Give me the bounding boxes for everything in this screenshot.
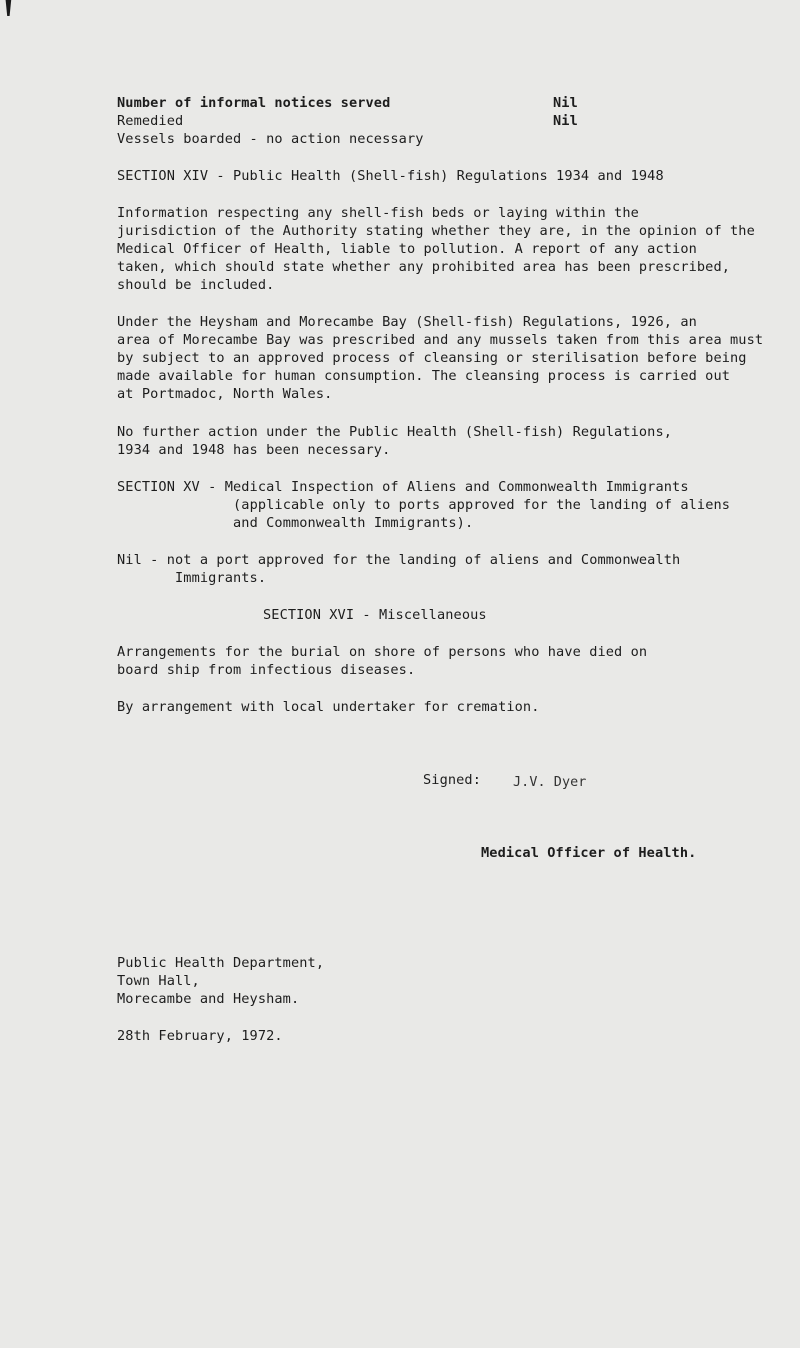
document-date: 28th February, 1972. — [117, 1028, 283, 1044]
section-xv-body-line: Immigrants. — [175, 570, 267, 586]
section-xv-body-line: Nil - not a port approved for the landing of aliens and Commonwealth — [117, 552, 681, 568]
signed-label: Signed: — [423, 772, 481, 788]
section-xiv-para1-line: taken, which should state whether any prohibited area has been prescribed, — [117, 259, 731, 275]
section-xvi-para1-line: board ship from infectious diseases. — [117, 662, 416, 678]
notices-served-value: Nil — [553, 95, 578, 111]
address-line: Public Health Department, — [117, 955, 325, 971]
remedied-label: Remedied — [117, 113, 184, 129]
signature-name: J.V. Dyer — [513, 775, 587, 790]
section-xv-heading: SECTION XV - Medical Inspection of Aliens and Commonwealth Immigrants — [117, 479, 689, 495]
section-xvi-heading: SECTION XVI - Miscellaneous — [263, 607, 487, 623]
address-line: Town Hall, — [117, 973, 200, 989]
remedied-value: Nil — [553, 113, 578, 129]
vessels-boarded-line: Vessels boarded - no action necessary — [117, 131, 424, 147]
section-xiv-para3-line: No further action under the Public Health (Shell-fish) Regulations, — [117, 424, 673, 440]
section-xiv-para2-line: Under the Heysham and Morecambe Bay (Shell-fish) Regulations, 1926, an — [117, 314, 697, 330]
section-xiv-para2-line: at Portmadoc, North Wales. — [117, 386, 333, 402]
section-xv-heading-cont: (applicable only to ports approved for the landing of aliens — [233, 497, 731, 513]
section-xvi-para1-line: Arrangements for the burial on shore of persons who have died on — [117, 644, 648, 660]
section-xiv-para2-line: area of Morecambe Bay was prescribed and any mussels taken from this area must — [117, 332, 764, 348]
signature-title: Medical Officer of Health. — [481, 845, 697, 861]
section-xvi-para2: By arrangement with local undertaker for cremation. — [117, 699, 540, 715]
address-line: Morecambe and Heysham. — [117, 991, 300, 1007]
section-xiv-para1-line: should be included. — [117, 277, 275, 293]
section-xiv-para2-line: by subject to an approved process of cleansing or sterilisation before being — [117, 350, 747, 366]
section-xiv-para1-line: Information respecting any shell-fish beds or laying within the — [117, 205, 639, 221]
section-xiv-para1-line: Medical Officer of Health, liable to pollution. A report of any action — [117, 241, 697, 257]
section-xiv-para1-line: jurisdiction of the Authority stating whether they are, in the opinion of the — [117, 223, 755, 239]
notices-served-label: Number of informal notices served — [117, 95, 391, 111]
section-xiv-para3-line: 1934 and 1948 has been necessary. — [117, 442, 391, 458]
section-xv-heading-cont: and Commonwealth Immigrants). — [233, 515, 474, 531]
section-xiv-heading: SECTION XIV - Public Health (Shell-fish) Regulations 1934 and 1948 — [117, 168, 664, 184]
section-xiv-para2-line: made available for human consumption. The cleansing process is carried out — [117, 368, 731, 384]
